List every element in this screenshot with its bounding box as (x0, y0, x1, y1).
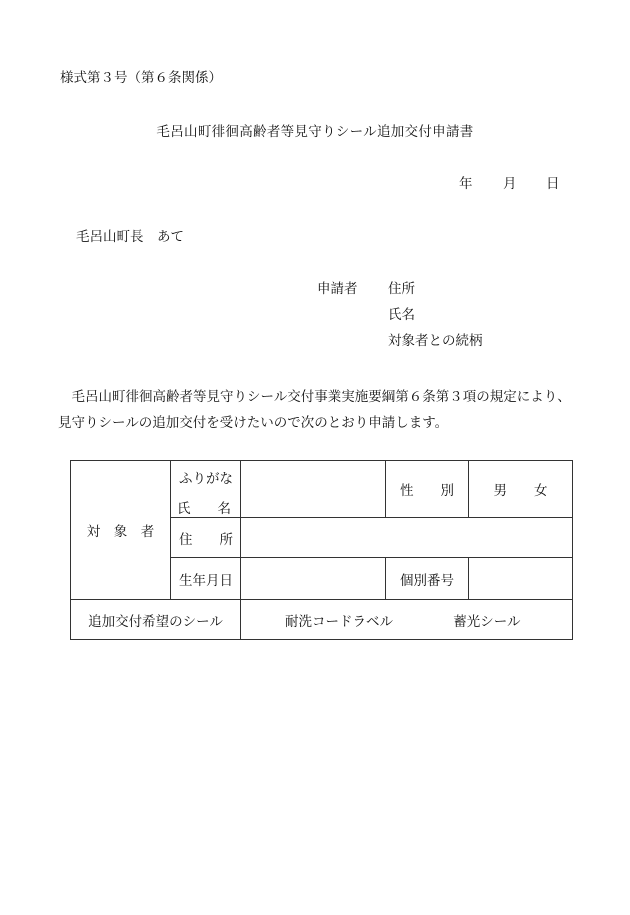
form-number: 様式第３号（第６条関係） (60, 70, 222, 86)
applicant-name-label: 氏名 (388, 307, 415, 323)
subject-label-cell (71, 461, 171, 600)
name-input-cell[interactable] (241, 461, 386, 518)
application-form-table (70, 460, 573, 640)
sticker-label-cell (71, 600, 241, 640)
page-title: 毛呂山町徘徊高齢者等見守りシール追加交付申請書 (156, 124, 474, 140)
date-month-label: 月 (503, 176, 517, 192)
address-label-cell (171, 518, 241, 558)
gender-label: 性 別 (400, 483, 454, 499)
date-year-label: 年 (459, 176, 473, 192)
birthdate-label-cell (171, 558, 241, 600)
date-day-label: 日 (546, 176, 560, 192)
sticker-option-luminous[interactable]: 蓄光シール (453, 613, 521, 630)
id-number-label: 個別番号 (400, 572, 454, 589)
furigana-name-label-cell (171, 461, 241, 518)
name-label: 氏 名 (177, 501, 231, 517)
addressee: 毛呂山町長 あて (76, 229, 184, 245)
birthdate-label: 生年月日 (179, 572, 233, 589)
subject-label: 対 象 者 (86, 524, 155, 540)
address-input-cell[interactable] (241, 518, 573, 558)
address-label: 住 所 (179, 531, 233, 548)
gender-options: 男 女 (493, 483, 548, 499)
applicant-relation-label: 対象者との続柄 (388, 333, 483, 349)
gender-label-cell (386, 461, 469, 518)
sticker-option-washable-label[interactable]: 耐洗コードラベル (285, 613, 393, 630)
sticker-label: 追加交付希望のシール (88, 613, 223, 630)
application-statement: 毛呂山町徘徊高齢者等見守りシール交付事業実施要綱第６条第３項の規定により、見守りシールの追加交付を受けたいので次のとおり申請します。 (58, 389, 571, 431)
gender-options-cell[interactable] (469, 461, 573, 518)
id-label-cell (386, 558, 469, 600)
birthdate-input-cell[interactable] (241, 558, 386, 600)
applicant-label: 申請者 (317, 281, 358, 297)
id-number-input-cell[interactable] (469, 558, 573, 600)
furigana-label: ふりがな (179, 471, 233, 487)
applicant-address-label: 住所 (388, 281, 415, 297)
sticker-options-cell[interactable] (241, 600, 573, 640)
